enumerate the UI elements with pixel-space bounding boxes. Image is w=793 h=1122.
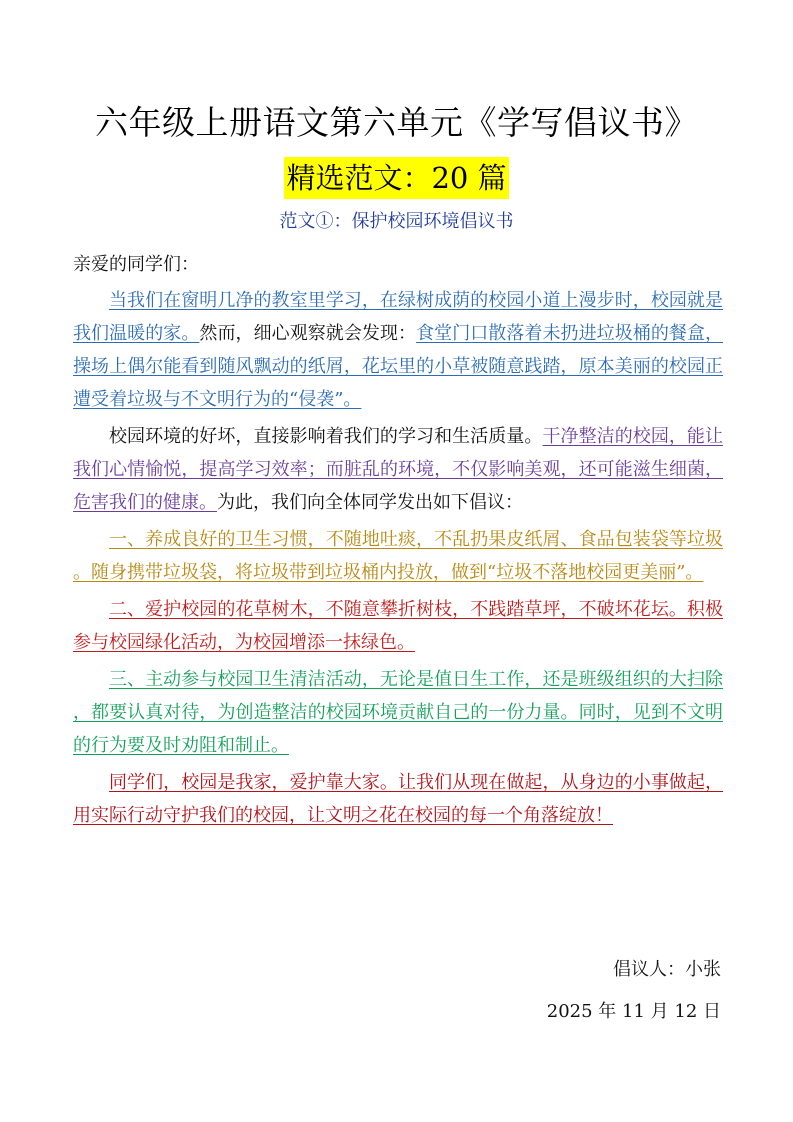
paragraph-1-transition: 然而，细心观察就会发现： [199,323,417,344]
proposal-2 [73,593,723,659]
paragraph-2-contrast: 干净整洁的校园，能让我们心情愉悦，提高学习效率；而脏乱的环境，不仅影响美观，还可能滋生细菌，危害我们的健康。 [73,426,723,513]
paragraph-2-call: 为此，我们向全体同学发出如下倡议： [217,492,523,513]
essay-body [73,248,723,836]
closing-paragraph [73,766,723,832]
paragraph-2 [73,420,723,519]
signature: 倡议人：小张 [613,959,721,980]
paragraph-1-observation: 食堂门口散落着未扔进垃圾桶的餐盒，操场上偶尔能看到随风飘动的纸屑，花坛里的小草被随意践踏，原本美丽的校园正遭受着垃圾与不文明行为的“侵袭”。 [73,323,724,410]
proposal-1-text: 一、养成良好的卫生习惯，不随地吐痰，不乱扔果皮纸屑、食品包装袋等垃圾。随身携带垃圾袋，将垃圾带到垃圾桶内投放，做到“垃圾不落地校园更美丽”。 [73,529,723,583]
proposal-3 [73,663,723,762]
model-essay-title: 范文①：保护校园环境倡议书 [279,211,514,232]
proposal-2-text: 二、爱护校园的花草树木，不随意攀折树枝，不践踏草坪，不破坏花坛。积极参与校园绿化活动，为校园增添一抹绿色。 [73,599,723,653]
closing-text: 同学们，校园是我家，爱护靠大家。让我们从现在做起，从身边的小事做起，用实际行动守护我们的校园，让文明之花在校园的每一个角落绽放！ [73,772,723,826]
paragraph-1-intro: 当我们在窗明几净的教室里学习，在绿树成荫的校园小道上漫步时，校园就是我们温暖的家。 [73,290,723,344]
proposal-1 [73,523,723,589]
document-title: 六年级上册语文第六单元《学写倡议书》 [95,103,698,142]
salutation: 亲爱的同学们： [73,254,199,275]
date: 2025 年 11 月 12 日 [546,1001,721,1022]
document-subtitle: 精选范文：20 篇 [284,157,508,199]
subtitle-wrapper [0,157,793,199]
paragraph-2-lead: 校园环境的好坏，直接影响着我们的学习和生活质量。 [109,426,543,447]
paragraph-1 [73,284,723,416]
proposal-3-text: 三、主动参与校园卫生清洁活动，无论是值日生工作，还是班级组织的大扫除，都要认真对待，为创造整洁的校园环境贡献自己的一份力量。同时，见到不文明的行为要及时劝阻和制止。 [73,669,723,756]
